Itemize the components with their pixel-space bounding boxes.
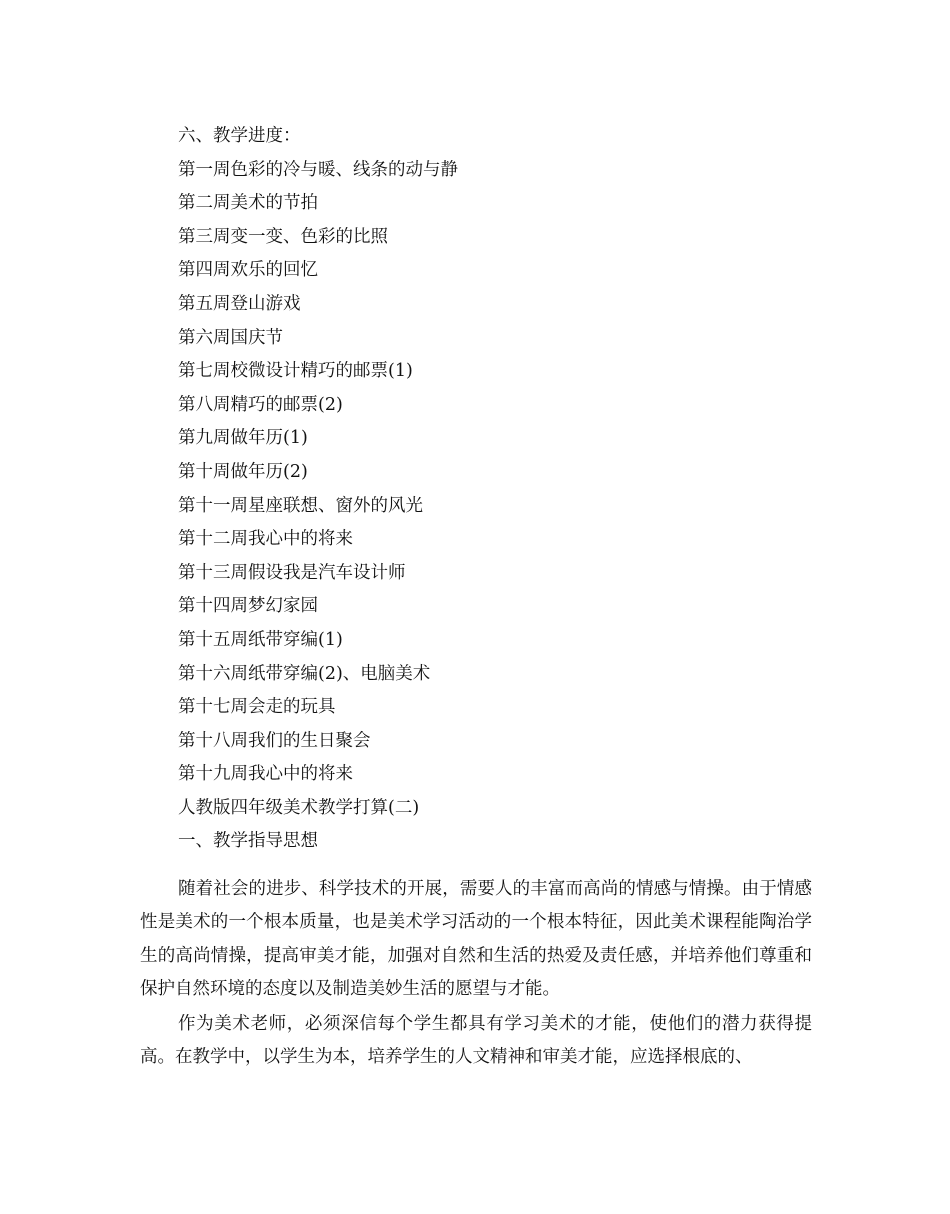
schedule-line: 第四周欢乐的回忆 [178,260,318,281]
schedule-line: 第七周校微设计精巧的邮票(1) [178,361,413,382]
schedule-line: 第三周变一变、色彩的比照 [178,226,388,247]
body-paragraph: 随着社会的进步、科学技术的开展，需要人的丰富而高尚的情感与情操。由于情感性是美术的一个根本质量，也是美术学习活动的一个根本特征，因此美术课程能陶治学生的高尚情操，提高审美才能，加强对自然和生活的热爱及责任感，并培养他们尊重和保护自然环境的态度以及制造美妙生活的愿望与才能。 [140,878,812,1000]
schedule-line: 第六周国庆节 [178,327,283,348]
schedule-line: 第十五周纸带穿编(1) [178,629,343,650]
schedule-list [178,120,818,859]
schedule-line: 第十周做年历(2) [178,461,308,482]
schedule-line: 第十三周假设我是汽车设计师 [178,562,406,583]
schedule-line: 第八周精巧的邮票(2) [178,394,343,415]
section-heading-guiding-ideas: 一、教学指导思想 [178,831,318,852]
schedule-line: 第二周美术的节拍 [178,193,318,214]
body-paragraph: 作为美术老师，必须深信每个学生都具有学习美术的才能，使他们的潜力获得提高。在教学中，以学生为本，培养学生的人文精神和审美才能，应选择根底的、 [140,1013,812,1068]
schedule-line: 第十一周星座联想、窗外的风光 [178,495,423,516]
schedule-line: 第十四周梦幻家园 [178,596,318,617]
section-heading-teaching-progress: 六、教学进度： [178,126,301,146]
schedule-line: 第一周色彩的冷与暖、线条的动与静 [178,159,458,180]
schedule-line: 第十六周纸带穿编(2)、电脑美术 [178,663,431,684]
schedule-line: 第十九周我心中的将来 [178,764,353,785]
document-subtitle: 人教版四年级美术教学打算(二) [178,797,420,818]
schedule-line: 第十二周我心中的将来 [178,529,353,550]
schedule-line: 第九周做年历(1) [178,428,308,449]
schedule-line: 第十七周会走的玩具 [178,697,336,718]
schedule-line: 第十八周我们的生日聚会 [178,730,371,751]
schedule-line: 第五周登山游戏 [178,293,301,314]
